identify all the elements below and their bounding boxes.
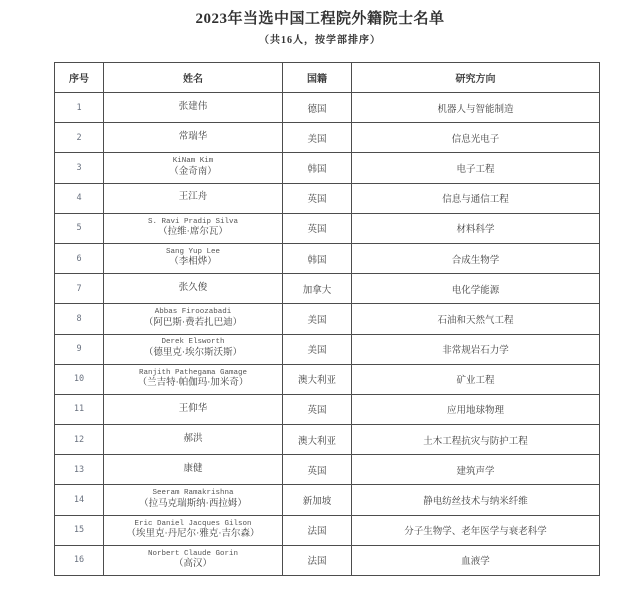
table-row: [55, 485, 600, 515]
cell-name: [104, 425, 283, 455]
table-row: [55, 545, 600, 575]
cell-nationality: 法国: [283, 545, 352, 575]
cell-serial: 15: [55, 515, 104, 545]
table-row: [55, 364, 600, 394]
cell-nationality: 法国: [283, 515, 352, 545]
cell-nationality: 韩国: [283, 153, 352, 183]
name-english: Derek Elsworth: [161, 338, 225, 347]
cell-nationality: 澳大利亚: [283, 425, 352, 455]
name-english: Norbert Claude Gorin: [147, 549, 238, 558]
name-chinese: （阿巴斯·费若扎巴迪）: [143, 317, 243, 328]
table-row: [55, 334, 600, 364]
cell-serial: 16: [55, 545, 104, 575]
table-row: [55, 123, 600, 153]
name-chinese: （兰吉特·帕伽玛·加米奇）: [137, 378, 249, 389]
cell-serial: 11: [55, 394, 104, 424]
cell-field: 土木工程抗灾与防护工程: [352, 425, 600, 455]
cell-field: 建筑声学: [352, 455, 600, 485]
cell-nationality: 澳大利亚: [283, 364, 352, 394]
cell-field: 电化学能源: [352, 274, 600, 304]
cell-nationality: 美国: [283, 123, 352, 153]
cell-serial: 7: [55, 274, 104, 304]
cell-serial: 6: [55, 243, 104, 273]
table-row: [55, 93, 600, 123]
cell-field: 机器人与智能制造: [352, 93, 600, 123]
page-subtitle: （共16人，按学部排序）: [259, 35, 381, 46]
cell-nationality: 英国: [283, 455, 352, 485]
cell-nationality: 美国: [283, 304, 352, 334]
table-row: [55, 304, 600, 334]
cell-field: 材料科学: [352, 213, 600, 243]
header-cell-nationality: 国籍: [283, 63, 352, 93]
cell-name: [104, 455, 283, 485]
cell-field: 矿业工程: [352, 364, 600, 394]
table-row: [55, 455, 600, 485]
name-chinese: 康健: [183, 463, 203, 474]
table-row: [55, 425, 600, 455]
cell-name: [104, 394, 283, 424]
cell-name: [104, 364, 283, 394]
name-chinese: 张建伟: [178, 101, 208, 112]
cell-field: 血液学: [352, 545, 600, 575]
name-chinese: 王仰华: [178, 403, 208, 414]
cell-serial: 14: [55, 485, 104, 515]
cell-serial: 2: [55, 123, 104, 153]
table-row: [55, 515, 600, 545]
table-row: [55, 183, 600, 213]
cell-serial: 13: [55, 455, 104, 485]
header-cell-field: 研究方向: [352, 63, 600, 93]
roster-table: [54, 62, 600, 576]
name-english: KiNam Kim: [172, 157, 214, 166]
cell-field: 静电纺丝技术与纳米纤维: [352, 485, 600, 515]
header-row: [55, 63, 600, 93]
header-cell-serial: 序号: [55, 63, 104, 93]
name-chinese: （拉马克瑞斯纳·西拉姆）: [139, 498, 247, 509]
name-chinese: （德里克·埃尔斯沃斯）: [143, 347, 243, 358]
table-row: [55, 213, 600, 243]
cell-name: [104, 485, 283, 515]
name-english: S. Ravi Pradip Silva: [147, 217, 238, 226]
cell-serial: 10: [55, 364, 104, 394]
cell-field: 信息与通信工程: [352, 183, 600, 213]
name-chinese: （埃里克·丹尼尔·雅克·吉尔森）: [126, 528, 260, 539]
cell-name: [104, 274, 283, 304]
name-chinese: （拉维·席尔瓦）: [158, 227, 228, 238]
cell-serial: 12: [55, 425, 104, 455]
table-row: [55, 153, 600, 183]
cell-name: [104, 334, 283, 364]
table-header: [55, 63, 600, 93]
cell-nationality: 英国: [283, 213, 352, 243]
cell-name: [104, 183, 283, 213]
cell-nationality: 韩国: [283, 243, 352, 273]
cell-serial: 5: [55, 213, 104, 243]
cell-name: [104, 545, 283, 575]
name-chinese: 张久俊: [178, 282, 208, 293]
name-english: Abbas Firoozabadi: [154, 308, 232, 317]
name-chinese: 王江舟: [178, 192, 208, 203]
cell-nationality: 加拿大: [283, 274, 352, 304]
cell-field: 非常规岩石力学: [352, 334, 600, 364]
cell-name: [104, 153, 283, 183]
cell-serial: 3: [55, 153, 104, 183]
cell-field: 合成生物学: [352, 243, 600, 273]
cell-serial: 8: [55, 304, 104, 334]
page-title: 2023年当选中国工程院外籍院士名单: [195, 11, 445, 27]
name-chinese: 常瑞华: [178, 131, 208, 142]
name-chinese: 郝洪: [183, 433, 203, 444]
cell-field: 应用地球物理: [352, 394, 600, 424]
cell-nationality: 英国: [283, 183, 352, 213]
table-body: [55, 93, 600, 576]
name-english: Ranjith Pathegama Gamage: [138, 368, 248, 377]
header-cell-name: 姓名: [104, 63, 283, 93]
cell-nationality: 英国: [283, 394, 352, 424]
cell-field: 信息光电子: [352, 123, 600, 153]
table-row: [55, 394, 600, 424]
cell-name: [104, 304, 283, 334]
table-row: [55, 243, 600, 273]
name-english: Seeram Ramakrishna: [152, 489, 234, 498]
name-english: Eric Daniel Jacques Gilson: [134, 519, 252, 528]
cell-nationality: 德国: [283, 93, 352, 123]
cell-field: 电子工程: [352, 153, 600, 183]
cell-field: 石油和天然气工程: [352, 304, 600, 334]
cell-serial: 1: [55, 93, 104, 123]
cell-nationality: 新加坡: [283, 485, 352, 515]
table-row: [55, 274, 600, 304]
cell-name: [104, 213, 283, 243]
cell-nationality: 美国: [283, 334, 352, 364]
cell-name: [104, 243, 283, 273]
name-chinese: （李相烨）: [169, 257, 217, 268]
cell-name: [104, 123, 283, 153]
cell-serial: 9: [55, 334, 104, 364]
name-english: Sang Yup Lee: [165, 247, 220, 256]
name-chinese: （金奇南）: [169, 166, 217, 177]
cell-serial: 4: [55, 183, 104, 213]
cell-name: [104, 93, 283, 123]
cell-field: 分子生物学、老年医学与衰老科学: [352, 515, 600, 545]
name-chinese: （高汉）: [173, 559, 212, 570]
cell-name: [104, 515, 283, 545]
